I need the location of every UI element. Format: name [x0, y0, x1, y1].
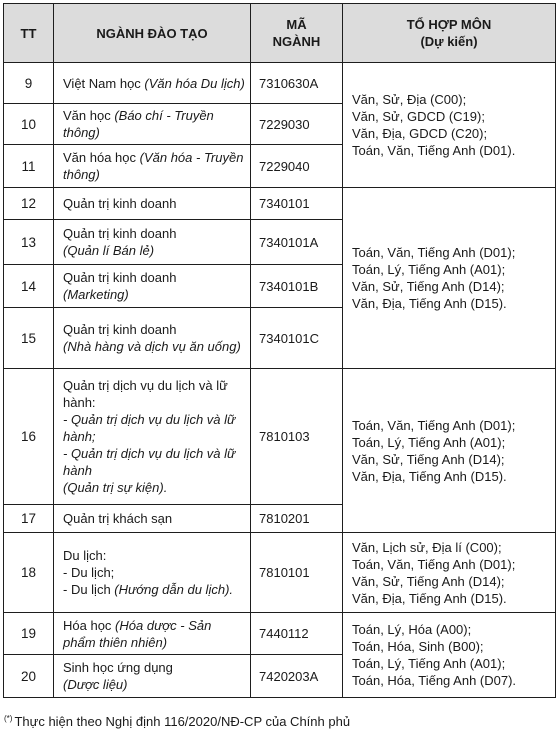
major-name: [54, 220, 251, 265]
major-detail: (Dược liệu): [63, 677, 128, 692]
header-combo-line2: (Dự kiến): [420, 34, 478, 49]
major-text: Du lịch:: [63, 548, 107, 563]
combo-line: Văn, Địa, Tiếng Anh (D15).: [352, 296, 507, 311]
header-combo: [343, 4, 556, 63]
major-name: [54, 145, 251, 188]
major-name: [54, 613, 251, 655]
row-number: 9: [4, 63, 54, 104]
combo-line: Văn, Sử, Tiếng Anh (D14);: [352, 279, 505, 294]
major-code: 7229040: [251, 145, 343, 188]
major-detail: (Báo chí - Truyền thông): [63, 108, 214, 140]
row-number: 10: [4, 104, 54, 145]
combo-line: Văn, Sử, Tiếng Anh (D14);: [352, 573, 505, 589]
major-name: [54, 63, 251, 104]
major-name: [54, 655, 251, 698]
majors-table: [3, 3, 556, 698]
row-number: 19: [4, 613, 54, 655]
major-text: - Du lịch;: [63, 565, 115, 580]
major-text: Quản trị kinh doanh: [63, 270, 177, 285]
subject-combos-group-5: [343, 613, 556, 698]
table-header-row: [4, 4, 556, 63]
subject-combos-group-3: [343, 369, 556, 533]
major-detail: (Quản lí Bán lẻ): [63, 243, 155, 258]
row-number: 12: [4, 188, 54, 220]
header-code: [251, 4, 343, 63]
combo-line: Toán, Hóa, Tiếng Anh (D07).: [352, 673, 517, 688]
header-major: NGÀNH ĐÀO TẠO: [54, 4, 251, 63]
combo-line: Văn, Sử, Tiếng Anh (D14);: [352, 451, 505, 467]
major-text: Quản trị kinh doanh: [63, 226, 177, 241]
table-row: [4, 533, 556, 613]
row-number: 13: [4, 220, 54, 265]
combo-line: Toán, Văn, Tiếng Anh (D01).: [352, 143, 516, 158]
table-row: [4, 369, 556, 505]
combo-line: Toán, Lý, Tiếng Anh (A01);: [352, 262, 506, 277]
major-text: Quản trị dịch vụ du lịch và lữ hành:: [63, 378, 228, 410]
major-code: 7340101: [251, 188, 343, 220]
major-code: 7340101C: [251, 308, 343, 369]
row-number: 17: [4, 505, 54, 533]
major-code: 7340101A: [251, 220, 343, 265]
table-row: [4, 613, 556, 655]
major-name: [54, 369, 251, 505]
header-tt: TT: [4, 4, 54, 63]
major-code: 7420203A: [251, 655, 343, 698]
table-row: [4, 63, 556, 104]
major-code: 7340101B: [251, 265, 343, 308]
major-name: [54, 533, 251, 613]
major-code: 7440112: [251, 613, 343, 655]
major-detail: (Hóa dược - Sản phẩm thiên nhiên): [63, 617, 212, 650]
major-detail: - Quản trị dịch vụ du lịch và lữ hành;: [63, 412, 236, 444]
major-text: [63, 581, 245, 598]
major-code: 7810101: [251, 533, 343, 613]
major-name: Quản trị khách sạn: [54, 505, 251, 533]
row-number: 15: [4, 308, 54, 369]
major-code: 7810201: [251, 505, 343, 533]
footnote: [4, 714, 350, 729]
major-detail: (Văn hóa Du lịch): [144, 75, 245, 91]
combo-line: Văn, Lịch sử, Địa lí (C00);: [352, 539, 502, 555]
header-combo-line1: TỔ HỢP MÔN: [406, 17, 492, 32]
row-number: 20: [4, 655, 54, 698]
major-detail: (Hướng dẫn du lịch).: [114, 582, 234, 597]
row-number: 18: [4, 533, 54, 613]
major-name: Quản trị kinh doanh: [54, 188, 251, 220]
subject-combos-group-2: [343, 188, 556, 369]
major-detail: - Quản trị dịch vụ du lịch và lữ hành: [63, 446, 236, 478]
combo-line: Toán, Lý, Hóa (A00);: [352, 622, 472, 637]
major-text: Việt Nam học: [63, 75, 145, 91]
row-number: 16: [4, 369, 54, 505]
combo-line: Văn, Địa, Tiếng Anh (D15).: [352, 590, 507, 606]
header-code-line1: MÃ: [286, 17, 307, 32]
combo-line: Toán, Lý, Tiếng Anh (A01);: [352, 434, 506, 450]
major-name: [54, 308, 251, 369]
combo-line: Văn, Địa, Tiếng Anh (D15).: [352, 468, 507, 484]
footnote-mark: (*): [4, 714, 13, 723]
major-code: 7310630A: [251, 63, 343, 104]
subject-combos-group-4: [343, 533, 556, 613]
major-text: - Du lịch: [63, 582, 115, 597]
combo-line: Văn, Sử, Địa (C00);: [352, 92, 467, 107]
combo-line: Văn, Sử, GDCD (C19);: [352, 109, 485, 124]
major-name: [54, 265, 251, 308]
major-detail: (Văn hóa - Truyền thông): [63, 150, 244, 182]
major-detail: (Quản trị sự kiện).: [63, 480, 168, 495]
major-name: [54, 104, 251, 145]
combo-line: Toán, Lý, Tiếng Anh (A01);: [352, 656, 506, 671]
major-code: 7229030: [251, 104, 343, 145]
major-code: 7810103: [251, 369, 343, 505]
major-text: Quản trị kinh doanh: [63, 322, 177, 337]
major-text: Hóa học: [63, 617, 116, 633]
major-text: Sinh học ứng dụng: [63, 660, 173, 675]
major-text: Văn hóa học: [63, 150, 140, 165]
major-detail: (Nhà hàng và dịch vụ ăn uống): [63, 339, 241, 354]
subject-combos-group-1: [343, 63, 556, 188]
header-code-line2: NGÀNH: [272, 34, 321, 49]
combo-line: Toán, Văn, Tiếng Anh (D01);: [352, 556, 516, 572]
footnote-text: Thực hiện theo Nghị định 116/2020/NĐ-CP của Chính phủ: [14, 714, 351, 729]
combo-line: Toán, Văn, Tiếng Anh (D01);: [352, 417, 516, 433]
combo-line: Toán, Văn, Tiếng Anh (D01);: [352, 245, 516, 260]
table-row: [4, 188, 556, 220]
combo-line: Văn, Địa, GDCD (C20);: [352, 126, 488, 141]
combo-line: Toán, Hóa, Sinh (B00);: [352, 639, 484, 654]
major-text: Văn học: [63, 108, 115, 123]
row-number: 11: [4, 145, 54, 188]
major-detail: (Marketing): [63, 287, 129, 302]
row-number: 14: [4, 265, 54, 308]
